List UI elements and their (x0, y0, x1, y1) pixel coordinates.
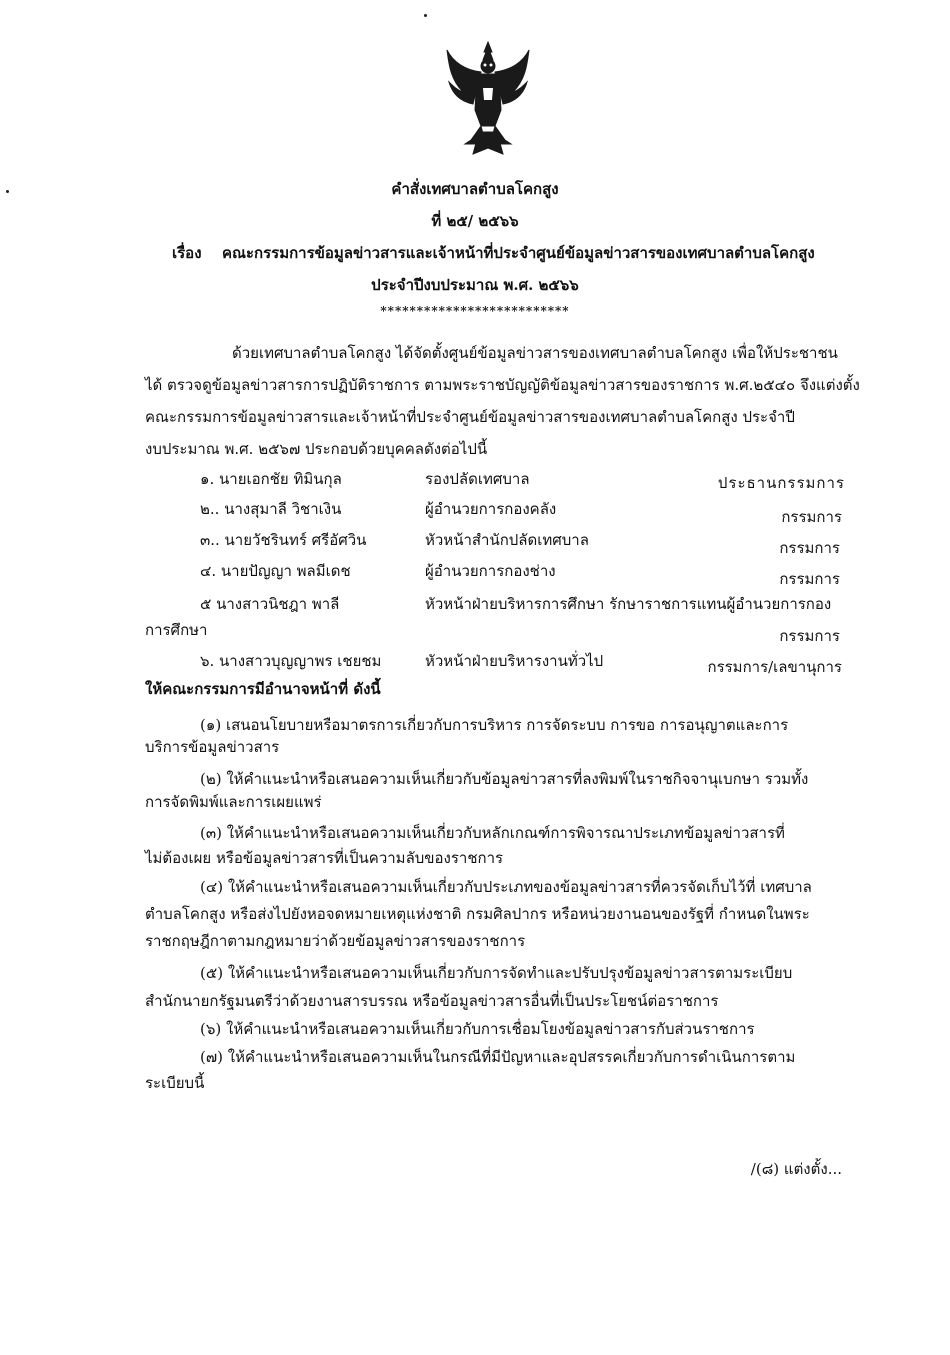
duty-item-cont: ระเบียบนี้ (145, 1074, 205, 1092)
duty-item-cont: การจัดพิมพ์และการเผยแพร่ (145, 793, 322, 811)
intro-line-1: ด้วยเทศบาลตำบลโคกสูง ได้จัดตั้งศูนย์ข้อมูลข่าวสารของเทศบาลตำบลโคกสูง เพื่อให้ประชาชน (232, 344, 838, 362)
member-position: หัวหน้าฝ่ายบริหารการศึกษา รักษาราชการแทนผู้อำนวยการกอง (425, 595, 832, 613)
duty-item: (๒) ให้คำแนะนำหรือเสนอความเห็นเกี่ยวกับข้อมูลข่าวสารที่ลงพิมพ์ในราชกิจจานุเบกษา รวมทั้ง (200, 770, 809, 788)
duty-item-cont: ราชกฤษฎีกาตามกฎหมายว่าด้วยข้อมูลข่าวสารของราชการ (145, 932, 526, 950)
garuda-emblem-icon (443, 40, 533, 160)
duty-item-cont: ไม่ต้องเผย หรือข้อมูลข่าวสารที่เป็นความลับของราชการ (145, 849, 504, 867)
order-title: คำสั่งเทศบาลตำบลโคกสูง (391, 180, 559, 198)
scan-speck (424, 14, 427, 17)
duty-item-cont: สำนักนายกรัฐมนตรีว่าด้วยงานสารบรรณ หรือข้อมูลข่าวสารอื่นที่เป็นประโยชน์ต่อราชการ (145, 992, 719, 1010)
member-position: หัวหน้าฝ่ายบริหารงานทั่วไป (425, 652, 604, 670)
member-position: รองปลัดเทศบาล (425, 470, 530, 488)
intro-line-2: ได้ ตรวจดูข้อมูลข่าวสารการปฏิบัติราชการ ตามพระราชบัญญัติข้อมูลข่าวสารของราชการ พ.ศ.๒๕๔๐ จึงแต่งตั้ง (145, 376, 860, 394)
member-name: ๔. นายปัญญา พลมีเดช (200, 562, 351, 580)
member-name: ๒.. นางสุมาลี วิชาเงิน (200, 500, 342, 518)
member-role: กรรมการ/เลขานุการ (707, 658, 842, 676)
order-number: ที่ ๒๕/ ๒๕๖๖ (431, 212, 519, 230)
duty-item: (๗) ให้คำแนะนำหรือเสนอความเห็นในกรณีที่มีปัญหาและอุปสรรคเกี่ยวกับการดำเนินการตาม (200, 1048, 796, 1066)
duties-heading: ให้คณะกรรมการมีอำนาจหน้าที่ ดังนี้ (145, 680, 381, 698)
member-role: กรรมการ (779, 539, 840, 557)
member-role: กรรมการ (779, 570, 840, 588)
intro-line-4: งบประมาณ พ.ศ. ๒๕๖๗ ประกอบด้วยบุคคลดังต่อไปนี้ (145, 440, 488, 458)
duty-item: (๕) ให้คำแนะนำหรือเสนอความเห็นเกี่ยวกับการจัดทำและปรับปรุงข้อมูลข่าวสารตามระเบียบ (200, 964, 793, 982)
duty-item: (๑) เสนอนโยบายหรือมาตรการเกี่ยวกับการบริหาร การจัดระบบ การขอ การอนุญาตและการ (200, 716, 789, 734)
member-position-cont: การศึกษา (145, 621, 208, 639)
page-continuation: /(๘) แต่งตั้ง... (750, 1160, 842, 1178)
member-name: ๑. นายเอกชัย ทิมินกุล (200, 470, 342, 488)
member-role: ประธานกรรมการ (717, 474, 845, 492)
member-role: กรรมการ (781, 508, 842, 526)
duty-item-cont: บริการข้อมูลข่าวสาร (145, 738, 280, 756)
duty-item: (๖) ให้คำแนะนำหรือเสนอความเห็นเกี่ยวกับการเชื่อมโยงข้อมูลข่าวสารกับส่วนราชการ (200, 1020, 755, 1038)
intro-line-3: คณะกรรมการข้อมูลข่าวสารและเจ้าหน้าที่ประจำศูนย์ข้อมูลข่าวสารของเทศบาลตำบลโคกสูง ประจำปี (145, 408, 795, 426)
subject-line-2: ประจำปีงบประมาณ พ.ศ. ๒๕๖๖ (371, 276, 579, 294)
member-name: ๖. นางสาวบุญญาพร เชยชม (200, 652, 382, 670)
duty-item: (๓) ให้คำแนะนำหรือเสนอความเห็นเกี่ยวกับหลักเกณฑ์การพิจารณาประเภทข้อมูลข่าวสารที่ (200, 824, 785, 842)
subject-label: เรื่อง (172, 244, 202, 262)
member-name: ๓.. นายวัชรินทร์ ศรีอัศวิน (200, 531, 367, 549)
member-name: ๕ นางสาวนิชฎา พาลี (200, 595, 340, 613)
member-role: กรรมการ (779, 627, 840, 645)
duty-item: (๔) ให้คำแนะนำหรือเสนอความเห็นเกี่ยวกับประเภทของข้อมูลข่าวสารที่ควรจัดเก็บไว้ที่ เทศบาล (200, 878, 812, 896)
member-position: ผู้อำนวยการกองช่าง (425, 562, 556, 580)
subject-line-1: คณะกรรมการข้อมูลข่าวสารและเจ้าหน้าที่ประจำศูนย์ข้อมูลข่าวสารของเทศบาลตำบลโคกสูง (222, 244, 815, 262)
member-position: หัวหน้าสำนักปลัดเทศบาล (425, 531, 589, 549)
member-position: ผู้อำนวยการกองคลัง (425, 500, 557, 518)
duty-item-cont: ตำบลโคกสูง หรือส่งไปยังหอจดหมายเหตุแห่งชาติ กรมศิลปากร หรือหน่วยงานอนของรัฐที่ กำหนดในพระ (145, 905, 810, 923)
header-divider: ************************** (380, 304, 570, 318)
